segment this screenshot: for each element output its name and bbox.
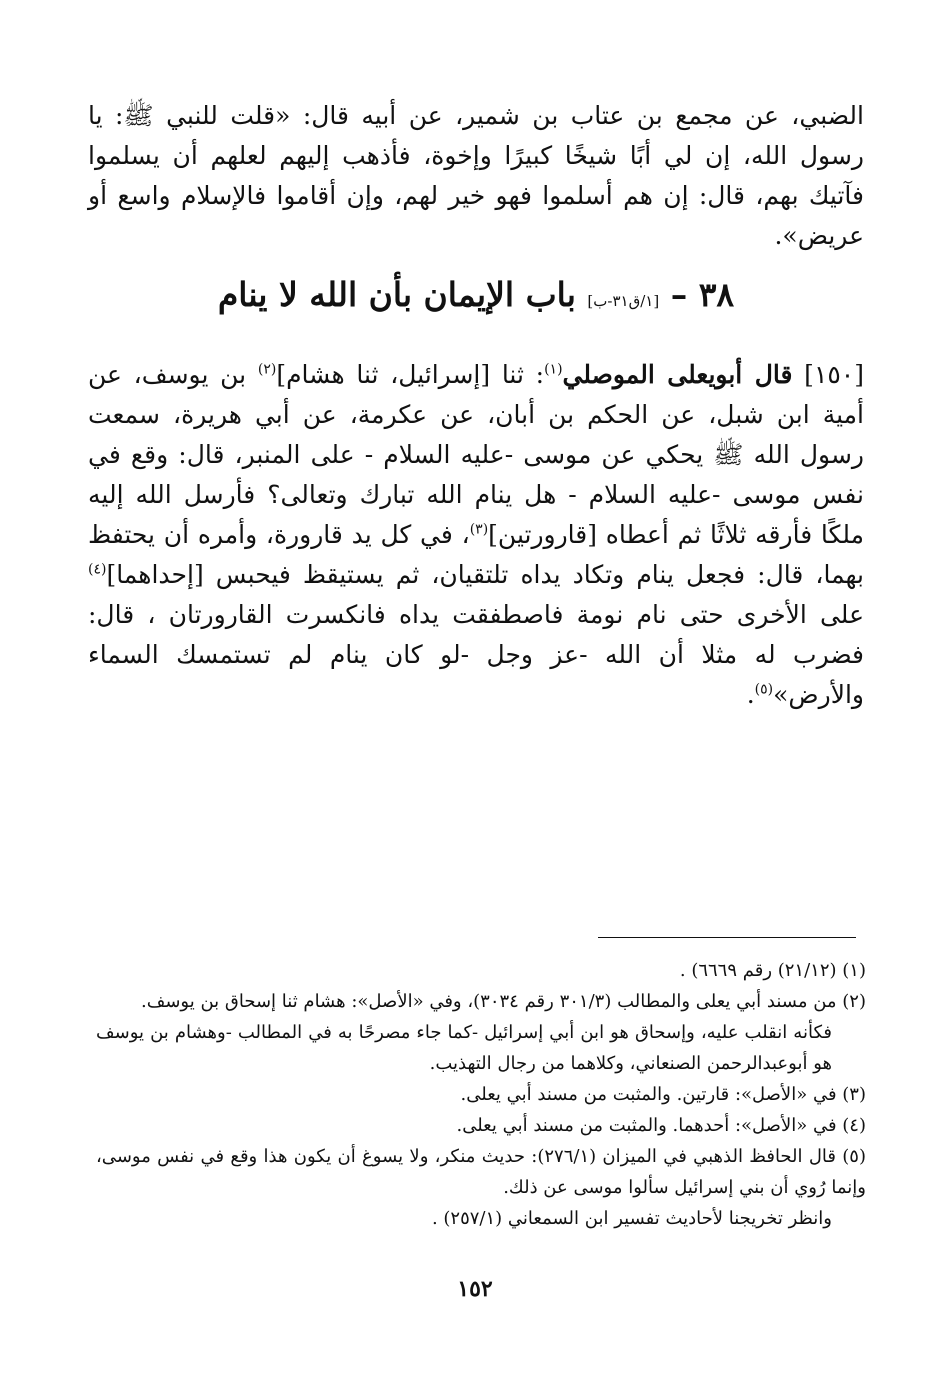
hadith-text: : ثنا [إسرائيل، ثنا هشام]: [276, 360, 545, 389]
intro-line: قال: إن هم أسلموا فهو خير لهم، وإن أقاموا فالإسلام واسع أو عريض».: [88, 181, 864, 250]
chapter-number: ٣٨ –: [670, 275, 735, 314]
hadith-text: بن يوسف، عن أمية ابن شبل، عن الحكم بن أبان، عن عكرمة، عن أبي هريرة، سمعت رسول الله ﷺ يحكي عن موسى -عليه السلام - على المنبر، قال: وقع في نفس موسى -عليه السلام - هل ينام الله تبارك وتعالى؟ فأرسل الله إليه ملكًا فأرقه ثلاثًا ثم أعطاه [قارورتين]: [88, 360, 865, 549]
hadith-paragraph: [88, 355, 864, 715]
footnote: (١) (٢١/١٢) رقم ٦٦٦٩) .: [679, 960, 866, 981]
hadith-text: على الأخرى حتى نام نومة فاصطفقت يداه فانكسرت القارورتان ، قال: فضرب له مثلا أن الله -عز وجل -لو كان ينام لم تستمسك السماء والأرض»: [88, 600, 864, 709]
manuscript-reference: [١/ق٣١-ب]: [587, 292, 660, 310]
intro-paragraph: [88, 96, 864, 256]
footnote: (٤) في «الأصل»: أحدهما. والمثبت من مسند أبي يعلى.: [456, 1115, 866, 1136]
footnote-continuation: وانظر تخريجنا لأحاديث تفسير ابن السمعاني (٢٥٧/١) .: [431, 1208, 832, 1229]
footnote: (٢) من مسند أبي يعلى والمطالب (٣٠١/٣ رقم ٣٠٣٤)، وفي «الأصل»: هشام ثنا إسحاق بن يوسف.: [141, 991, 866, 1012]
intro-line: الضبي، عن مجمع بن عتاب بن شمير، عن أبيه قال: «قلت للنبي ﷺ: يا رسول: [88, 101, 864, 170]
hadith-number: [١٥٠]: [804, 360, 864, 389]
footnote: (٣) في «الأصل»: قارتين. والمثبت من مسند أبي يعلى.: [460, 1084, 866, 1105]
footnote-marker: (٢): [257, 361, 277, 378]
footnote-marker: (٤): [88, 561, 107, 578]
footnote-marker: (٣): [469, 521, 489, 538]
chapter-title: باب الإيمان بأن الله لا ينام: [217, 275, 576, 314]
footnote-continuation: فكأنه انقلب عليه، وإسحاق هو ابن أبي إسرائيل -كما جاء مصرحًا به في المطالب -وهشام بن يوسف هو أبوعبدالرحمن الصنعاني، وكلاهما من رجال التهذيب.: [96, 1022, 832, 1074]
hadith-text: ، في كل يد قارورة، وأمره أن يحتفظ بهما، قال: فجعل ينام وتكاد يداه تلتقيان، ثم يستيقظ فيحبس [إحداهما]: [88, 520, 864, 589]
footnotes: [96, 955, 866, 1234]
chapter-heading: [88, 270, 864, 326]
footnote-marker: (١): [544, 361, 563, 378]
footnote-marker: (٥): [754, 681, 774, 698]
intro-line: الله، إن لي أبًا شيخًا كبيرًا وإخوة، فأذهب إليهم لعلهم أن يسلموا فآتيك بهم،: [88, 141, 864, 210]
footnote: (٥) قال الحافظ الذهبي في الميزان (٢٧٦/١): حديث منكر، ولا يسوغ أن يكون هذا وقع في نفس موسى، وإنما رُوي أن بني إسرائيل سألوا موسى عن ذلك.: [96, 1146, 866, 1198]
footnote-separator: [598, 937, 856, 938]
hadith-lead: قال أبويعلى الموصلي: [562, 360, 793, 389]
page-number: ١٥٢: [457, 1276, 493, 1302]
hadith-text: .: [746, 680, 755, 709]
